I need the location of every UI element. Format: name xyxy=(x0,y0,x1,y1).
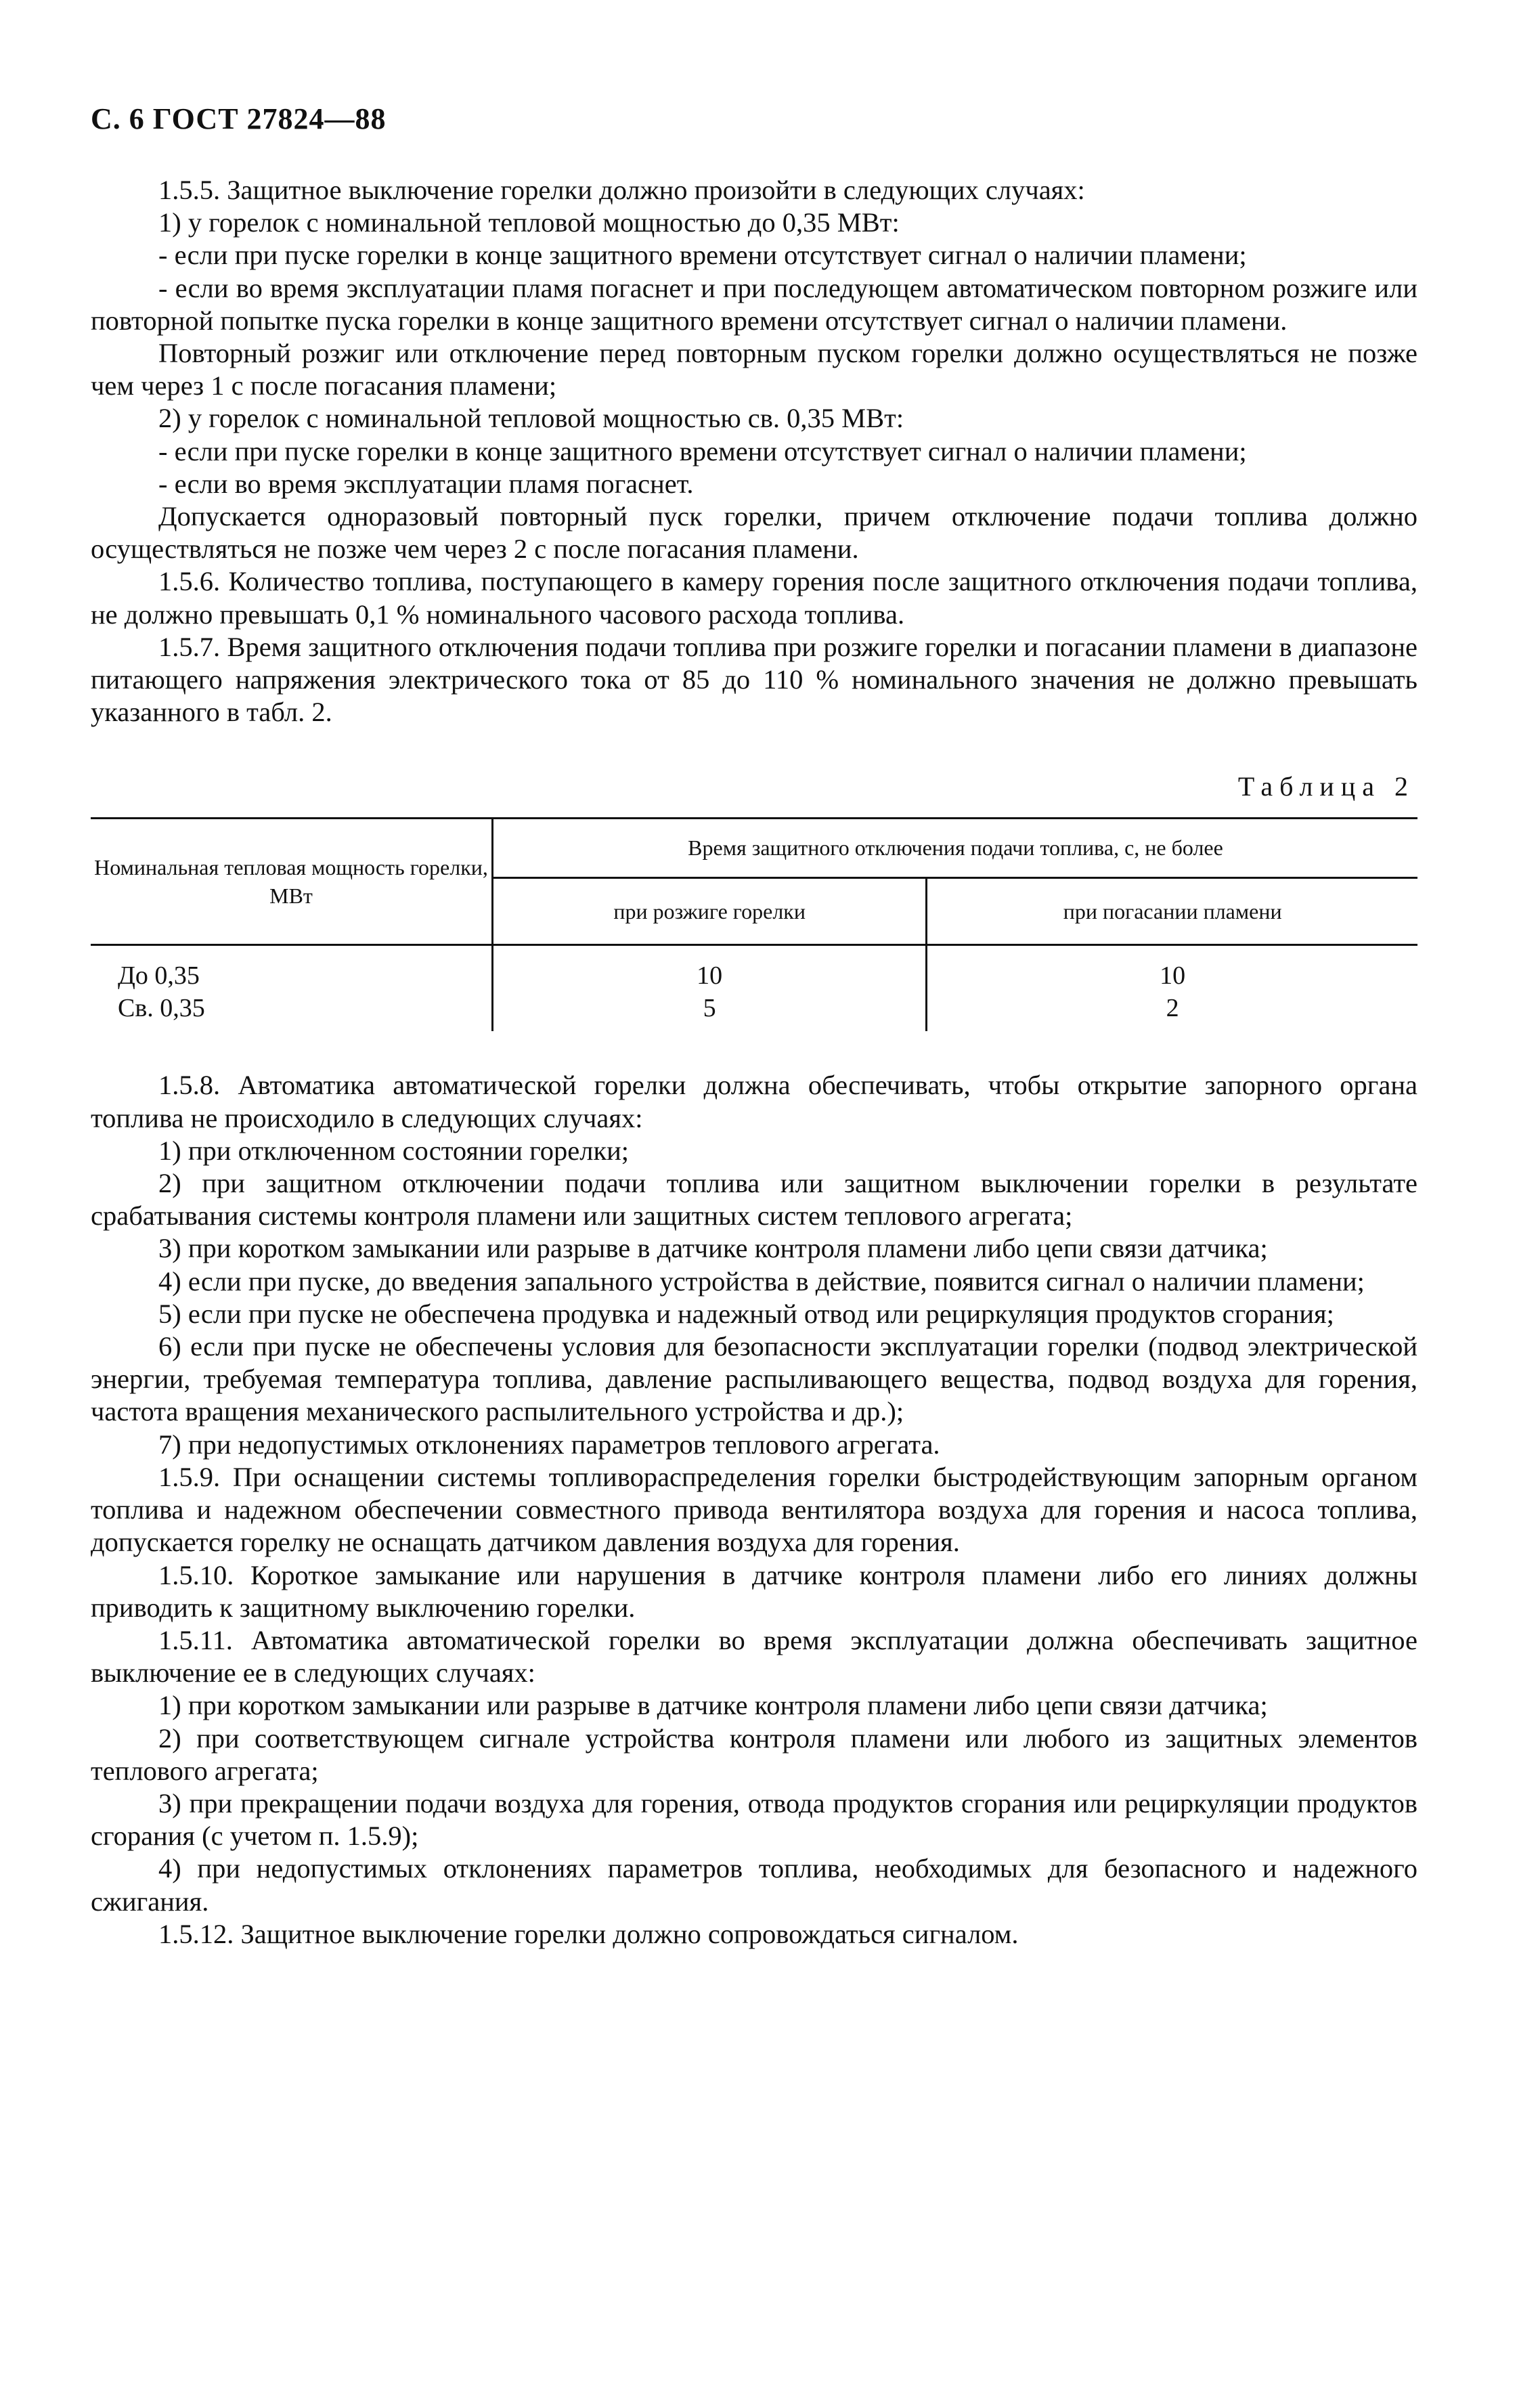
table-row xyxy=(91,945,1417,993)
paragraph: - если при пуске горелки в конце защитного времени отсутствует сигнал о наличии пламени; xyxy=(158,435,1247,466)
paragraph: 1.5.5. Защитное выключение горелки должно произойти в следующих случаях: xyxy=(158,175,1085,205)
paragraph: 2) при защитном отключении подачи топлива или защитном выключении горелки в результате срабатывания системы контроля пламени или защитных систем теплового агрегата; xyxy=(91,1168,1417,1232)
paragraph: 1.5.6. Количество топлива, поступающего в камеру горения после защитного отключения подачи топлива, не должно превышать 0,1 % номинального часового расхода топлива. xyxy=(91,566,1417,630)
paragraph: 1) при отключенном состоянии горелки; xyxy=(158,1135,630,1166)
paragraph: Допускается одноразовый повторный пуск горелки, причем отключение подачи топлива должно осуществляться не позже чем через 2 с после погасания пламени. xyxy=(91,501,1417,565)
table-row xyxy=(91,992,1417,1031)
paragraph: 1.5.7. Время защитного отключения подачи топлива при розжиге горелки и погасании пламени в диапазоне питающего напряжения электрического тока от 85 до 110 % номинального значения не должно превышать указанного в табл. 2. xyxy=(91,631,1417,728)
col-header-flameout: при погасании пламени xyxy=(927,877,1417,945)
paragraph: 3) при коротком замыкании или разрыве в датчике контроля пламени либо цепи связи датчика; xyxy=(158,1233,1268,1264)
paragraph: 5) если при пуске не обеспечена продувка и надежный отвод или рециркуляция продуктов сгорания; xyxy=(158,1298,1334,1329)
paragraph: 3) при прекращении подачи воздуха для горения, отвода продуктов сгорания или рециркуляции продуктов сгорания (с учетом п. 1.5.9); xyxy=(91,1787,1417,1852)
text-block-bottom xyxy=(91,1069,1417,1950)
paragraph: 1.5.8. Автоматика автоматической горелки должна обеспечивать, чтобы открытие запорного органа топлива не происходило в следующих случаях: xyxy=(91,1070,1417,1133)
paragraph: - если при пуске горелки в конце защитного времени отсутствует сигнал о наличии пламени; xyxy=(158,240,1247,271)
cell-flameout: 2 xyxy=(1166,994,1179,1023)
paragraph: - если во время эксплуатации пламя погаснет и при последующем автоматическом повторном розжиге или повторной попытке пуска горелки в конце защитного времени отсутствует сигнал о наличии пламени. xyxy=(91,272,1417,336)
paragraph: 1.5.11. Автоматика автоматической горелки во время эксплуатации должна обеспечивать защитное выключение ее в следующих случаях: xyxy=(91,1624,1417,1689)
paragraph: 2) у горелок с номинальной тепловой мощностью св. 0,35 МВт: xyxy=(158,403,904,434)
cell-ignition: 10 xyxy=(493,945,927,993)
paragraph: Повторный розжиг или отключение перед повторным пуском горелки должно осуществляться не позже чем через 1 с после погасания пламени; xyxy=(91,338,1417,401)
paragraph: 6) если при пуске не обеспечены условия для безопасности эксплуатации горелки (подвод электрической энергии, требуемая температура топлива, давление распыливающего вещества, подвод воздуха для горения, частота вращения механического распылительного устройства и др.); xyxy=(91,1331,1417,1427)
burner-shutdown-table xyxy=(91,817,1417,1031)
paragraph: 1.5.9. При оснащении системы топливораспределения горелки быстродействующим запорным органом топлива и надежном обеспечении совместного привода вентилятора воздуха для горения и насоса топлива, допускается горелку не оснащать датчиком давления воздуха для горения. xyxy=(91,1461,1417,1558)
paragraph: 1.5.12. Защитное выключение горелки должно сопровождаться сигналом. xyxy=(158,1918,1019,1949)
paragraph: 7) при недопустимых отклонениях параметров теплового агрегата. xyxy=(158,1429,940,1460)
cell-power: Св. 0,35 xyxy=(91,992,493,1031)
paragraph: 4) при недопустимых отклонениях параметров топлива, необходимых для безопасного и надежного сжигания. xyxy=(91,1853,1417,1917)
paragraph: 1) при коротком замыкании или разрыве в датчике контроля пламени либо цепи связи датчика; xyxy=(158,1690,1268,1721)
cell-power: До 0,35 xyxy=(91,945,493,993)
col-header-ignition: при розжиге горелки xyxy=(493,877,927,945)
paragraph: 1) у горелок с номинальной тепловой мощностью до 0,35 МВт: xyxy=(158,207,900,238)
paragraph: 4) если при пуске, до введения запального устройства в действие, появится сигнал о наличии пламени; xyxy=(158,1265,1365,1297)
table-caption: Таблица 2 xyxy=(1237,771,1415,802)
page-header: С. 6 ГОСТ 27824—88 xyxy=(91,102,387,135)
document-page xyxy=(91,102,1417,1951)
paragraph: - если во время эксплуатации пламя погаснет. xyxy=(158,468,694,499)
col-header-power: Номинальная тепловая мощность горелки, МВт xyxy=(91,819,493,945)
cell-ignition: 5 xyxy=(493,992,927,1031)
cell-flameout: 10 xyxy=(1160,961,1186,991)
paragraph: 2) при соответствующем сигнале устройства контроля пламени или любого из защитных элементов теплового агрегата; xyxy=(91,1722,1417,1786)
col-header-group: Время защитного отключения подачи топлива, с, не более xyxy=(493,819,1418,877)
paragraph: 1.5.10. Короткое замыкание или нарушения в датчике контроля пламени либо его линиях должны приводить к защитному выключению горелки. xyxy=(91,1559,1417,1623)
text-block-top xyxy=(91,174,1417,729)
